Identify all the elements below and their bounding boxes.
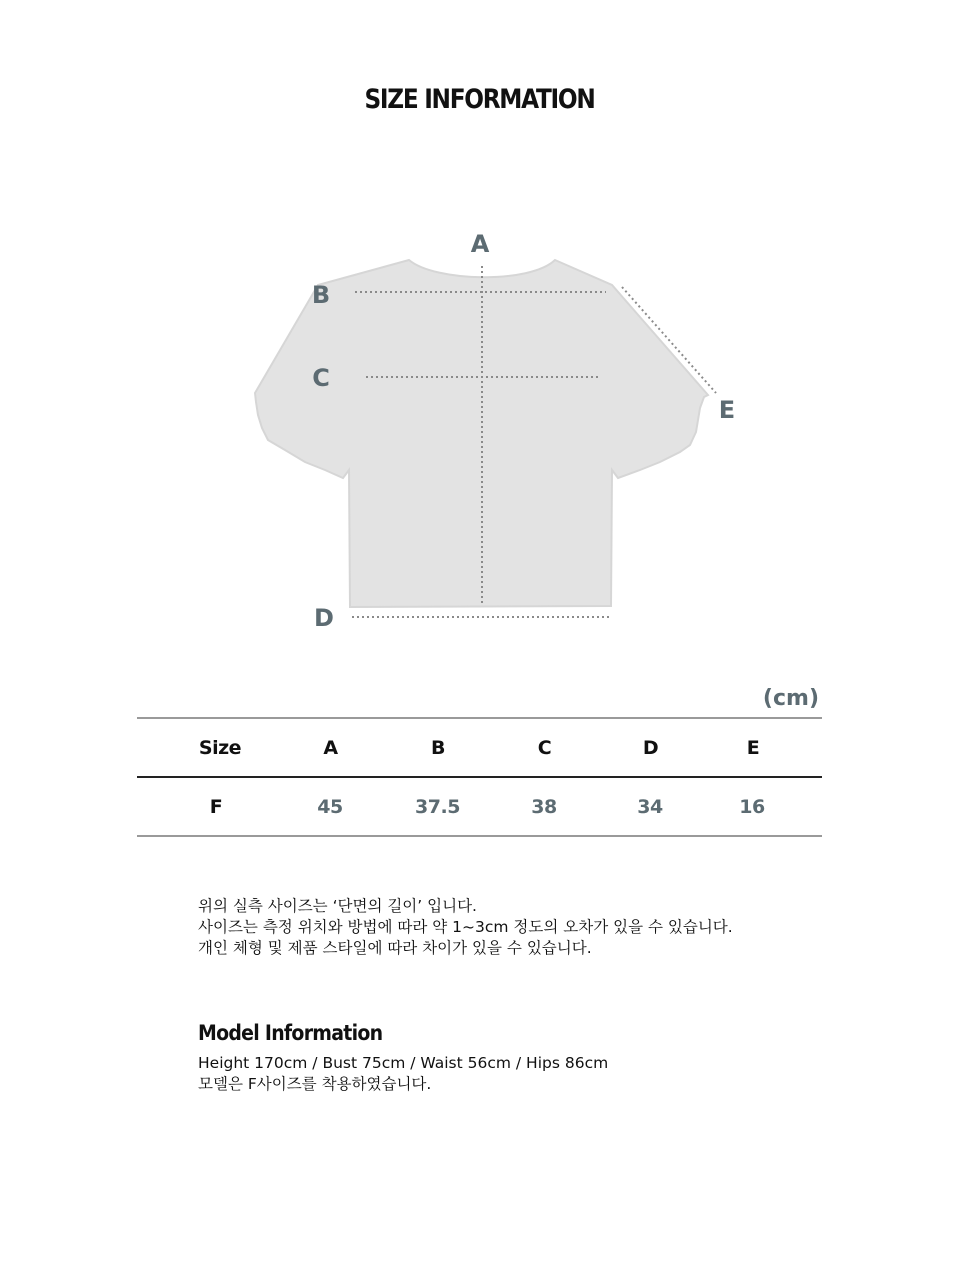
cell-c: 38 (531, 795, 557, 818)
label-b: B (311, 281, 331, 309)
model-info-title: Model Information (198, 1021, 383, 1045)
header-d: D (642, 736, 659, 759)
measurement-notes (198, 896, 733, 959)
note-line: 사이즈는 측정 위치와 방법에 따라 약 1~3cm 정도의 오차가 있을 수 있습니다. (198, 918, 733, 936)
model-info (198, 1053, 608, 1095)
header-e: E (746, 736, 760, 759)
header-c: C (537, 736, 552, 759)
page-title: SIZE INFORMATION (364, 84, 595, 115)
cell-b: 37.5 (415, 795, 460, 818)
header-b: B (431, 736, 445, 759)
label-e: E (718, 396, 736, 424)
label-d: D (314, 604, 334, 632)
model-measurements: Height 170cm / Bust 75cm / Waist 56cm / Hips 86cm (198, 1054, 609, 1072)
cell-a: 45 (317, 795, 343, 818)
note-line: 개인 체형 및 제품 스타일에 따라 차이가 있을 수 있습니다. (198, 939, 592, 957)
label-c: C (312, 364, 330, 392)
header-a: A (323, 736, 338, 759)
label-a: A (470, 230, 490, 258)
cell-d: 34 (637, 795, 663, 818)
cell-size: F (209, 795, 223, 818)
header-size: Size (198, 736, 242, 759)
note-line: 위의 실측 사이즈는 ‘단면의 길이’ 입니다. (198, 897, 477, 915)
model-worn-size: 모델은 F사이즈를 착용하였습니다. (198, 1075, 432, 1093)
table-row (137, 778, 822, 835)
cell-e: 16 (739, 795, 765, 818)
table-bottom-divider (137, 835, 822, 837)
size-table (137, 717, 822, 837)
table-header-row (137, 719, 822, 776)
unit-label: (cm) (762, 686, 819, 711)
